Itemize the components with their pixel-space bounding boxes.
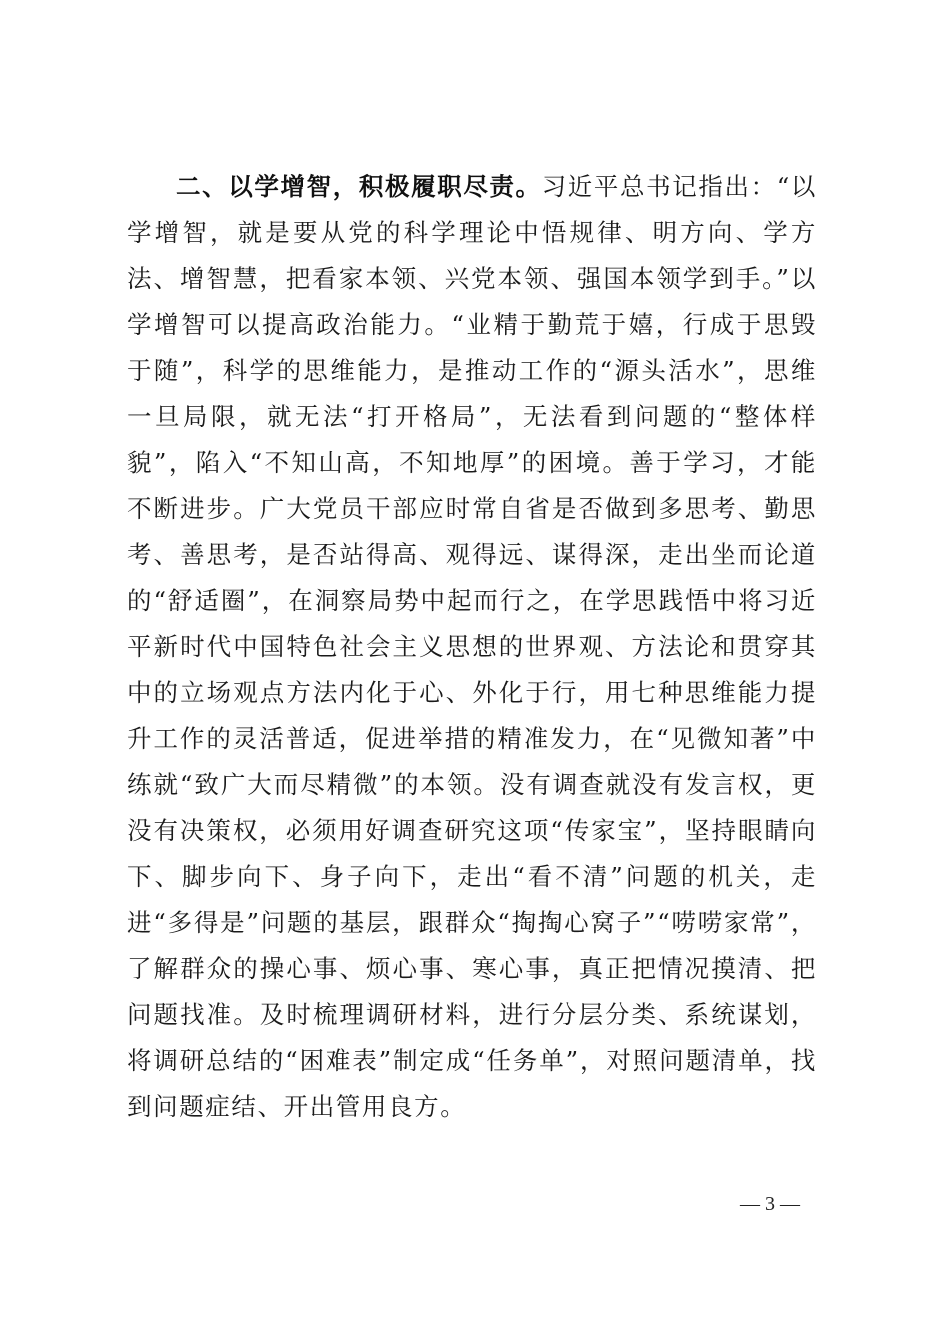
- paragraph-text: 习近平总书记指出：“以学增智，就是要从党的科学理论中悟规律、明方向、学方法、增智慧，把看家本领、兴党本领、强国本领学到手。”以学增智可以提高政治能力。“业精于勤荒于嬉，行成于思毁于随”，科学的思维能力，是推动工作的“源头活水”，思维一旦局限，就无法“打开格局”，无法看到问题的“整体样貌”，陷入“不知山高，不知地厚”的困境。善于学习，才能不断进步。广大党员干部应时常自省是否做到多思考、勤思考、善思考，是否站得高、观得远、谋得深，走出坐而论道的“舒适圈”，在洞察局势中起而行之，在学思践悟中将习近平新时代中国特色社会主义思想的世界观、方法论和贯穿其中的立场观点方法内化于心、外化于行，用七种思维能力提升工作的灵活普适，促进举措的精准发力，在“见微知著”中练就“致广大而尽精微”的本领。没有调查就没有发言权，更没有决策权，必须用好调查研究这项“传家宝”，坚持眼睛向下、脚步向下、身子向下，走出“看不清”问题的机关，走进“多得是”问题的基层，跟群众“掏掏心窝子”“唠唠家常”，了解群众的操心事、烦心事、寒心事，真正把情况摸清、把问题找准。及时梳理调研材料，进行分层分类、系统谋划，将调研总结的“困难表”制定成“任务单”，对照问题清单，找到问题症结、开出管用良方。: [127, 172, 817, 1121]
- section-heading: 二、以学增智，积极履职尽责。: [176, 172, 542, 201]
- page-number: — 3 —: [740, 1193, 800, 1215]
- body-paragraph: [127, 164, 817, 1130]
